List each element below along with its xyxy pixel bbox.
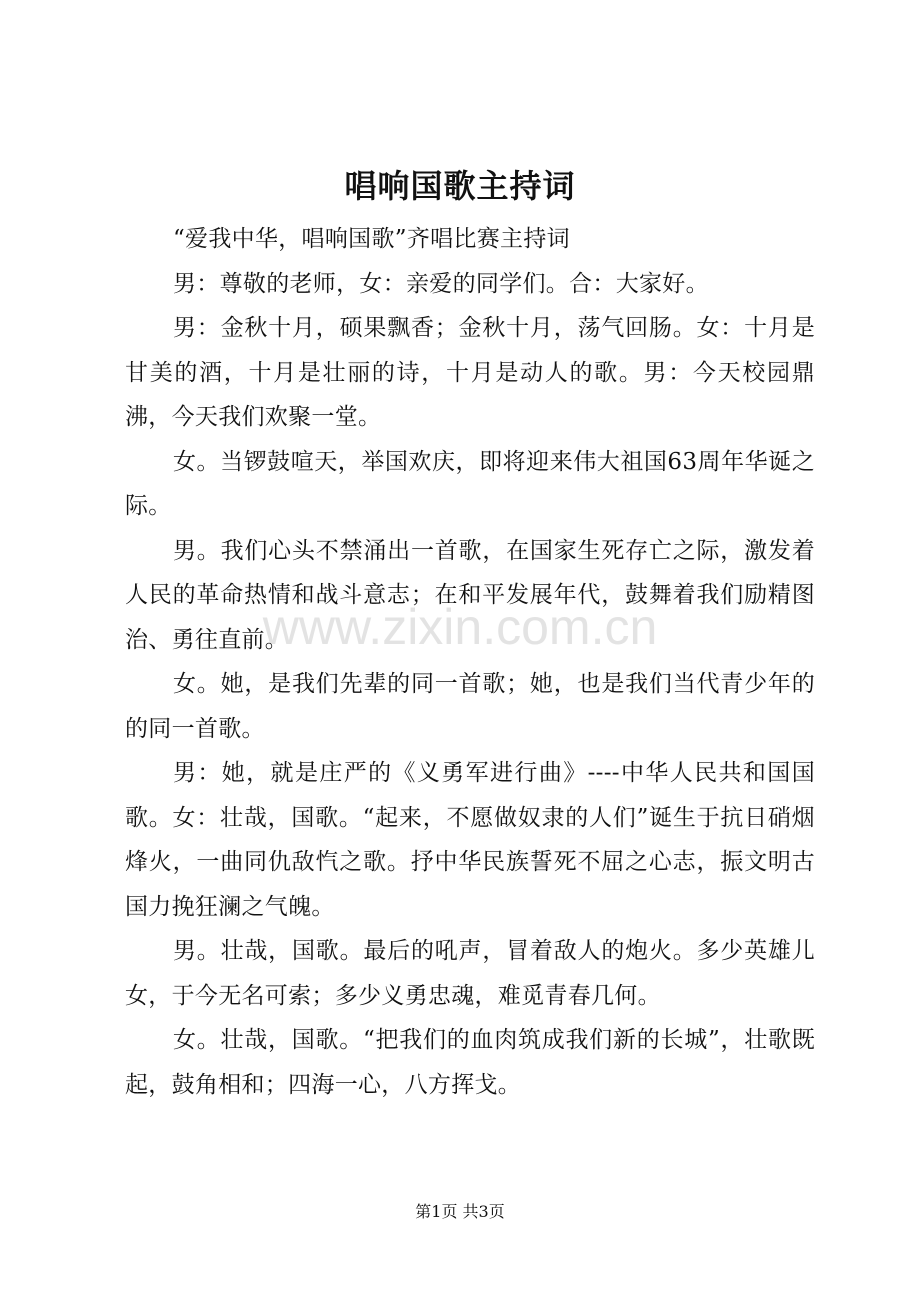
paragraph: 男：尊敬的老师，女：亲爱的同学们。合：大家好。 [173, 270, 709, 297]
paragraph: 男：金秋十月，硕果飘香；金秋十月，荡气回肠。女：十月是甘美的酒，十月是壮丽的诗，十月是动人的歌。男：今天校园鼎沸，今天我们欢聚一堂。 [125, 315, 815, 430]
paragraph: 女。她，是我们先辈的同一首歌；她，也是我们当代青少年的的同一首歌。 [125, 671, 815, 742]
page-number-footer: 第1页 共3页 [415, 1202, 505, 1221]
paragraph: 男。壮哉，国歌。最后的吼声，冒着敌人的炮火。多少英雄儿女，于今无名可索；多少义勇忠魂，难觅青春几何。 [125, 938, 815, 1009]
paragraph-subtitle: “爱我中华，唱响国歌”齐唱比赛主持词 [173, 226, 570, 252]
paragraph: 男：她，就是庄严的《义勇军进行曲》----中华人民共和国国歌。女：壮哉，国歌。“起来，不愿做奴隶的人们”诞生于抗日硝烟烽火，一曲同仇敌忾之歌。抒中华民族誓死不屈之心志，振文明古国力挽狂澜之气魄。 [125, 760, 815, 920]
document-title: 唱响国歌主持词 [344, 167, 576, 205]
watermark: www.zixin.com.cn [262, 599, 658, 655]
document-body [125, 217, 815, 1107]
paragraph: 男。我们心头不禁涌出一首歌，在国家生死存亡之际，激发着人民的革命热情和战斗意志；在和平发展年代，鼓舞着我们励精图治、勇往直前。 [125, 537, 815, 653]
paragraph: 女。当锣鼓喧天，举国欢庆，即将迎来伟大祖国63周年华诞之际。 [125, 448, 815, 519]
paragraph: 女。壮哉，国歌。“把我们的血肉筑成我们新的长城”，壮歌既起，鼓角相和；四海一心，八方挥戈。 [125, 1027, 815, 1098]
